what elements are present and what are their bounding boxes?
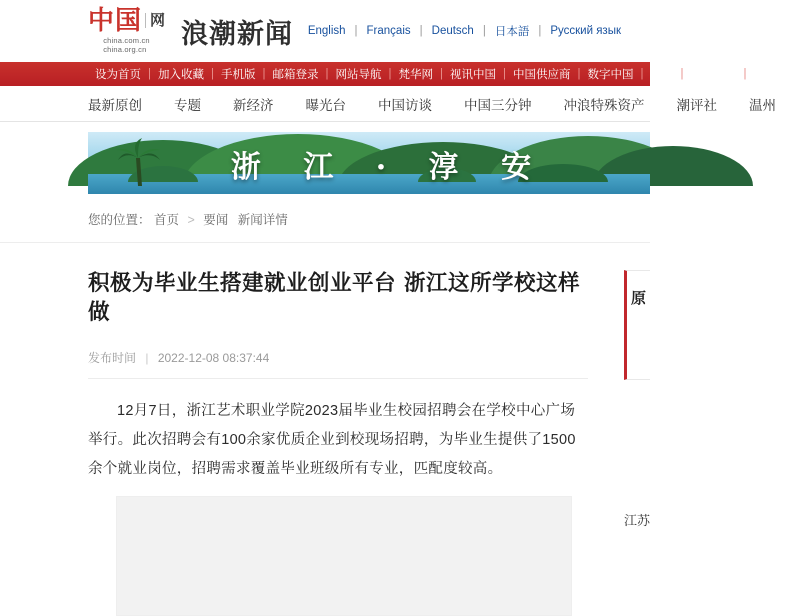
- logo-brand-cn: 中国: [88, 5, 143, 36]
- logo-mark: [88, 5, 166, 55]
- breadcrumb-item-news[interactable]: 要闻: [203, 213, 229, 227]
- breadcrumb: [0, 194, 650, 243]
- logo-url: [103, 36, 150, 55]
- quick-bar-separator: |: [680, 68, 684, 80]
- rail-box-label: 原: [630, 289, 646, 307]
- breadcrumb-item-current: 新闻详情: [237, 213, 288, 227]
- lang-link-russian[interactable]: Русский язык: [550, 25, 621, 37]
- quick-bar-separator: |: [503, 68, 506, 80]
- quick-link-site-nav[interactable]: 网站导航: [335, 69, 382, 81]
- nav-item-china-three-minutes[interactable]: 中国三分钟: [464, 97, 532, 113]
- quick-link-fengcai[interactable]: 风采中国: [690, 69, 737, 81]
- nav-item-new-economy[interactable]: 新经济: [233, 97, 274, 113]
- quick-bar-separator: |: [440, 68, 443, 80]
- quick-link-bookmark[interactable]: 加入收藏: [158, 69, 204, 81]
- rail-sub-label: 江苏: [624, 513, 651, 528]
- quick-links-bar: [0, 62, 765, 86]
- quick-link-digital-china[interactable]: 数字中国: [587, 69, 634, 81]
- article-meta: [88, 349, 588, 379]
- article: [88, 243, 588, 616]
- logo-url-line2: china.org.cn: [103, 45, 147, 54]
- nav-item-latest-original[interactable]: 最新原创: [88, 97, 142, 113]
- region-banner[interactable]: [88, 132, 650, 194]
- quick-link-suppliers[interactable]: 中国供应商: [513, 69, 571, 81]
- content-area: [0, 243, 650, 616]
- breadcrumb-separator: >: [187, 213, 195, 227]
- nav-item-china-interview[interactable]: 中国访谈: [378, 97, 432, 113]
- publish-time-label: 发布时间: [88, 351, 137, 366]
- lang-link-francais[interactable]: Français: [366, 25, 411, 37]
- meta-separator: |: [145, 351, 149, 366]
- nav-item-exposure[interactable]: 曝光台: [305, 97, 346, 113]
- breadcrumb-prefix: 您的位置：: [88, 213, 151, 227]
- publish-time-value: 2022-12-08 08:37:44: [157, 351, 270, 366]
- site-name: 浪潮新闻: [181, 19, 294, 51]
- quick-bar-separator: |: [743, 68, 747, 80]
- right-rail: [624, 270, 650, 529]
- banner-title: 浙 江 · 淳 安: [230, 150, 548, 185]
- lang-link-japanese[interactable]: 日本語: [494, 26, 530, 38]
- article-title: 积极为毕业生搭建就业创业平台 浙江这所学校这样做: [88, 271, 580, 326]
- banner-container: [0, 122, 650, 194]
- site-header: [0, 0, 650, 62]
- main-navigation: [0, 86, 776, 122]
- quick-bar-separator: |: [148, 68, 151, 80]
- quick-link-lianbo[interactable]: 联播: [650, 69, 674, 81]
- quick-bar-separator: |: [325, 68, 329, 80]
- lang-separator: |: [538, 25, 542, 37]
- lang-separator: |: [419, 25, 423, 37]
- quick-link-mail-login[interactable]: 邮箱登录: [272, 69, 319, 81]
- lang-separator: |: [354, 25, 358, 37]
- article-body: [88, 397, 588, 484]
- nav-item-chaopingshe[interactable]: 潮评社: [676, 97, 717, 113]
- quick-bar-separator: |: [211, 68, 214, 80]
- site-logo[interactable]: [88, 5, 294, 55]
- logo-text-row: [88, 5, 166, 36]
- lang-separator: |: [482, 25, 486, 37]
- article-paragraph: 12月7日，浙江艺术职业学院2023届毕业生校园招聘会在学校中心广场举行。此次招聘会有100余家优质企业到校现场招聘，为毕业生提供了1500余个就业岗位，招聘需求覆盖毕业班级所有专业，匹配度较高。: [88, 403, 576, 478]
- quick-link-fanhua[interactable]: 梵华网: [398, 69, 433, 81]
- quick-link-mobile[interactable]: 手机版: [221, 69, 256, 81]
- quick-link-more[interactable]: 中: [753, 69, 765, 81]
- quick-link-shixun[interactable]: 视讯中国: [450, 69, 496, 81]
- nav-item-special-assets[interactable]: 冲浪特殊资产: [563, 97, 645, 113]
- language-nav: [299, 23, 636, 39]
- quick-link-set-home[interactable]: 设为首页: [95, 69, 141, 81]
- quick-bar-separator: |: [640, 68, 644, 80]
- quick-bar-separator: |: [262, 68, 266, 80]
- lang-link-english[interactable]: English: [307, 25, 346, 37]
- article-image-placeholder: [116, 496, 572, 616]
- rail-box[interactable]: [624, 270, 650, 380]
- breadcrumb-item-home[interactable]: 首页: [154, 213, 180, 227]
- quick-bar-separator: |: [388, 68, 392, 80]
- logo-brand-net: 网: [145, 13, 165, 28]
- logo-url-line1: china.com.cn: [103, 35, 150, 45]
- quick-bar-separator: |: [577, 68, 581, 80]
- lang-link-deutsch[interactable]: Deutsch: [431, 25, 474, 37]
- nav-item-wenzhou[interactable]: 温州: [749, 97, 776, 113]
- nav-item-special[interactable]: 专题: [174, 97, 201, 113]
